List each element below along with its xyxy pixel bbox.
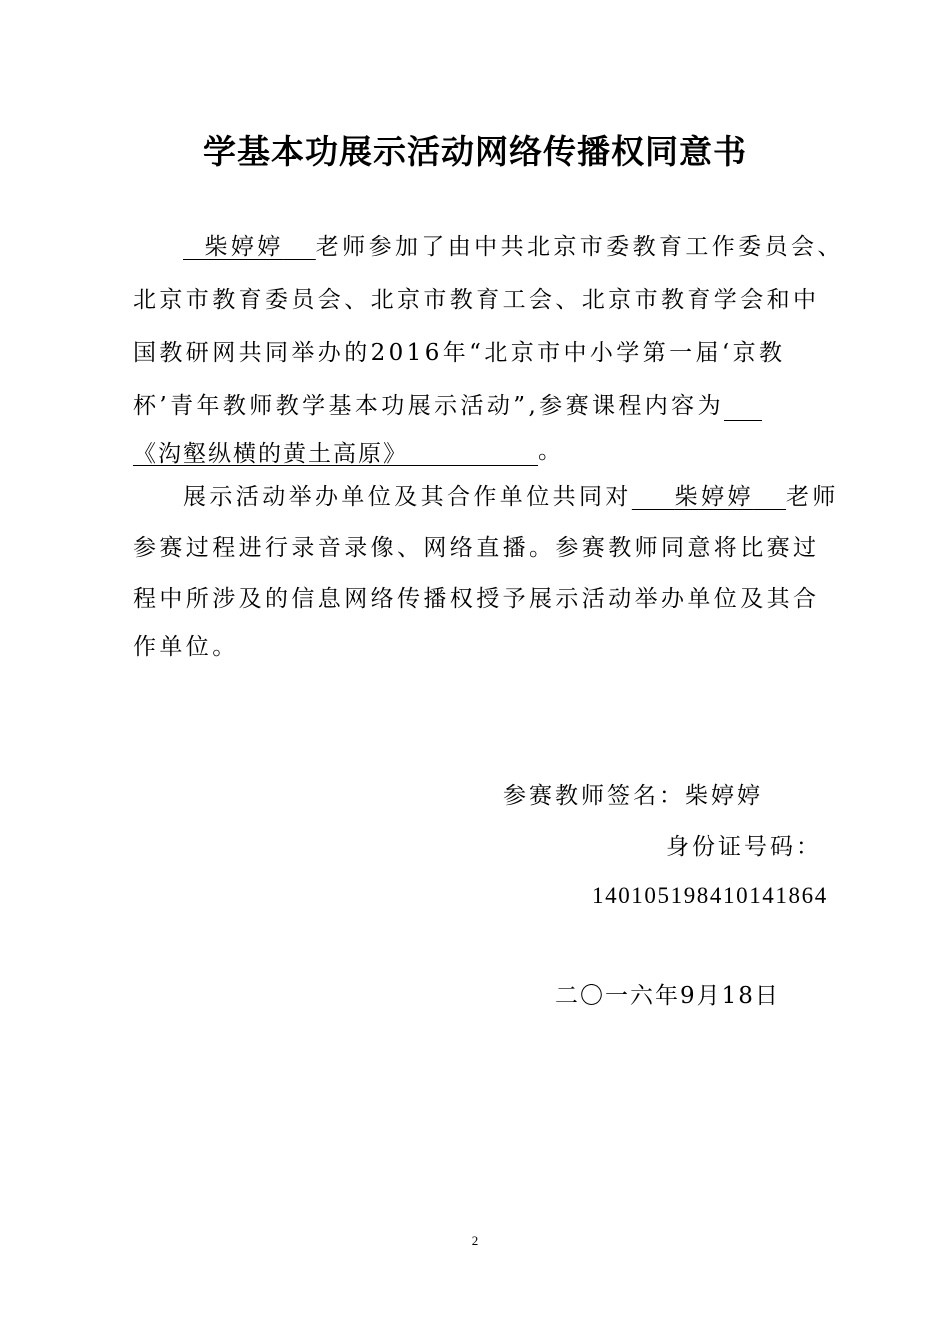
paragraph-line: [133, 338, 785, 368]
course-title: 《沟壑纵横的黄土高原》: [133, 441, 408, 467]
paragraph-line: [133, 436, 564, 466]
page-number: 2: [471, 1233, 479, 1248]
paragraph-line: [133, 533, 819, 563]
signature-label: 参赛教师签名：: [503, 783, 685, 809]
document-title: 学基本功展示活动网络传播权同意书: [203, 132, 747, 171]
paragraph-text: 老师参加了由中共北京市委教育工作委员会、: [315, 234, 844, 260]
paragraph-text: 。: [538, 438, 565, 464]
paragraph-text: 参赛过程进行录音录像、网络直播。参赛教师同意将比赛过: [133, 535, 820, 561]
blank-underline: [724, 394, 762, 421]
teacher-name-field: [632, 484, 786, 510]
paragraph-text: 北京市教育委员会、北京市教育工会、北京市教育学会和中: [133, 287, 820, 313]
paragraph-text: 国教研网共同举办的2016年“北京市中小学第一届‘京教: [133, 340, 786, 366]
id-label: 身份证号码：: [666, 834, 822, 860]
signature-line: [503, 781, 763, 811]
paragraph-line: [133, 285, 819, 315]
paragraph-line: [183, 482, 839, 512]
paragraph-line: [133, 632, 239, 662]
paragraph-broadcast: [133, 482, 839, 662]
paragraph-text: 杯’青年教师教学基本功展示活动”,参赛课程内容为: [133, 393, 724, 419]
teacher-name: 柴婷婷: [204, 234, 284, 260]
signature-name: 柴婷婷: [685, 783, 763, 809]
paragraph-text: 展示活动举办单位及其合作单位共同对: [183, 484, 632, 510]
id-number: 140105198410141864: [592, 883, 828, 908]
course-title-field: [133, 439, 538, 466]
paragraph-text: 老师: [786, 484, 839, 510]
paragraph-line: [183, 232, 844, 262]
teacher-name: 柴婷婷: [674, 484, 754, 510]
paragraph-text: 程中所涉及的信息网络传播权授予展示活动举办单位及其合: [133, 586, 820, 612]
paragraph-line: [133, 391, 762, 421]
paragraph-line: [133, 584, 819, 614]
teacher-name-field: [183, 234, 316, 260]
paragraph-text: 作单位。: [133, 634, 239, 660]
signature-date: 二〇一六年9月18日: [555, 983, 780, 1009]
paragraph-consent: [133, 232, 844, 472]
